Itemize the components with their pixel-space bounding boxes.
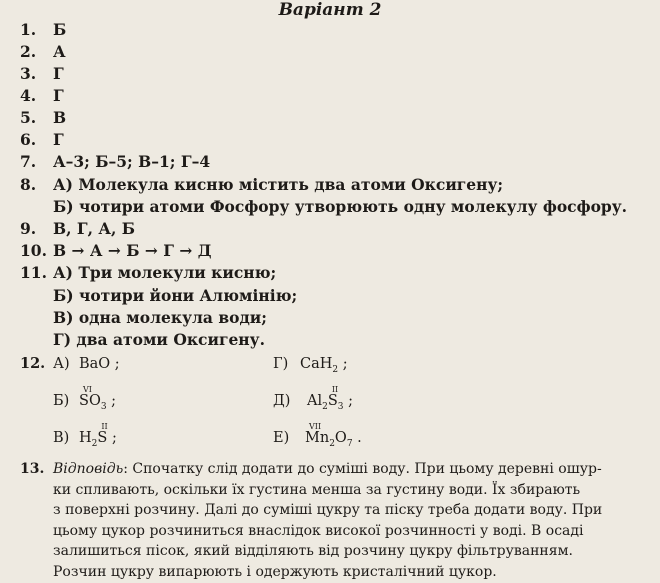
answer-8-b: Б) чотири атоми Фосфору утворюють одну молекулу фосфору. — [53, 197, 628, 216]
answer-7: 7. А–3; Б–5; В–1; Г–4 — [20, 152, 211, 171]
answer-6: 6. Г — [20, 130, 64, 149]
q12-d: Д) $Al_2$ II $S_3$ ; — [273, 385, 354, 412]
page-title: Варіант 2 — [278, 0, 382, 20]
answer-13-line-6: Розчин цукру випарюють і одержують кристалічний цукор. — [53, 563, 497, 580]
answer-13-line-5: залишиться пісок, який відділяють від розчину цукру фільтруванням. — [53, 543, 573, 560]
answer-3: 3. Г — [20, 64, 64, 83]
answer-13 — [20, 459, 650, 583]
q12-c: В) $H_2$ II S ; — [53, 422, 117, 449]
answer-9: 9. В, Г, А, Б — [20, 219, 136, 238]
answer-5: 5. В — [20, 108, 67, 127]
answer-13-line-3: з поверхні розчину. Далі до суміші цукру та піску треба додати воду. При — [53, 502, 603, 519]
q12-g: Г) CaH$_2$ ; — [273, 356, 348, 375]
answer-11: 11. А) Три молекули кисню; — [20, 263, 277, 282]
answer-2: 2. А — [20, 42, 66, 61]
answer-11-c: В) одна молекула води; — [53, 308, 268, 327]
answer-13-line-4: цьому цукор розчиниться внаслідок високої розчинності у воді. В осаді — [53, 522, 584, 539]
q12-a: 12. А) BaO ; — [20, 355, 120, 372]
answer-4: 4. Г — [20, 86, 64, 105]
q12-e: Е) VII $Mn_2O_7$ . — [273, 422, 362, 449]
answer-11-d: Г) два атоми Оксигену. — [53, 330, 265, 349]
answer-10: 10. В → А → Б → Г → Д — [20, 241, 212, 260]
q12-b: Б) VI $SO_3$ ; — [53, 385, 117, 412]
answer-1: 1. Б — [20, 20, 67, 39]
answer-8: 8. А) Молекула кисню містить два атоми Оксигену; — [20, 175, 504, 194]
answer-13-line-2: ки спливають, оскільки їх густина менша за густину води. Їх збирають — [53, 481, 581, 498]
answer-13-line-1: 13. Відповідь: Спочатку слід додати до суміші воду. При цьому деревні ошур- — [20, 461, 602, 477]
answer-11-b: Б) чотири йони Алюмінію; — [53, 286, 298, 305]
